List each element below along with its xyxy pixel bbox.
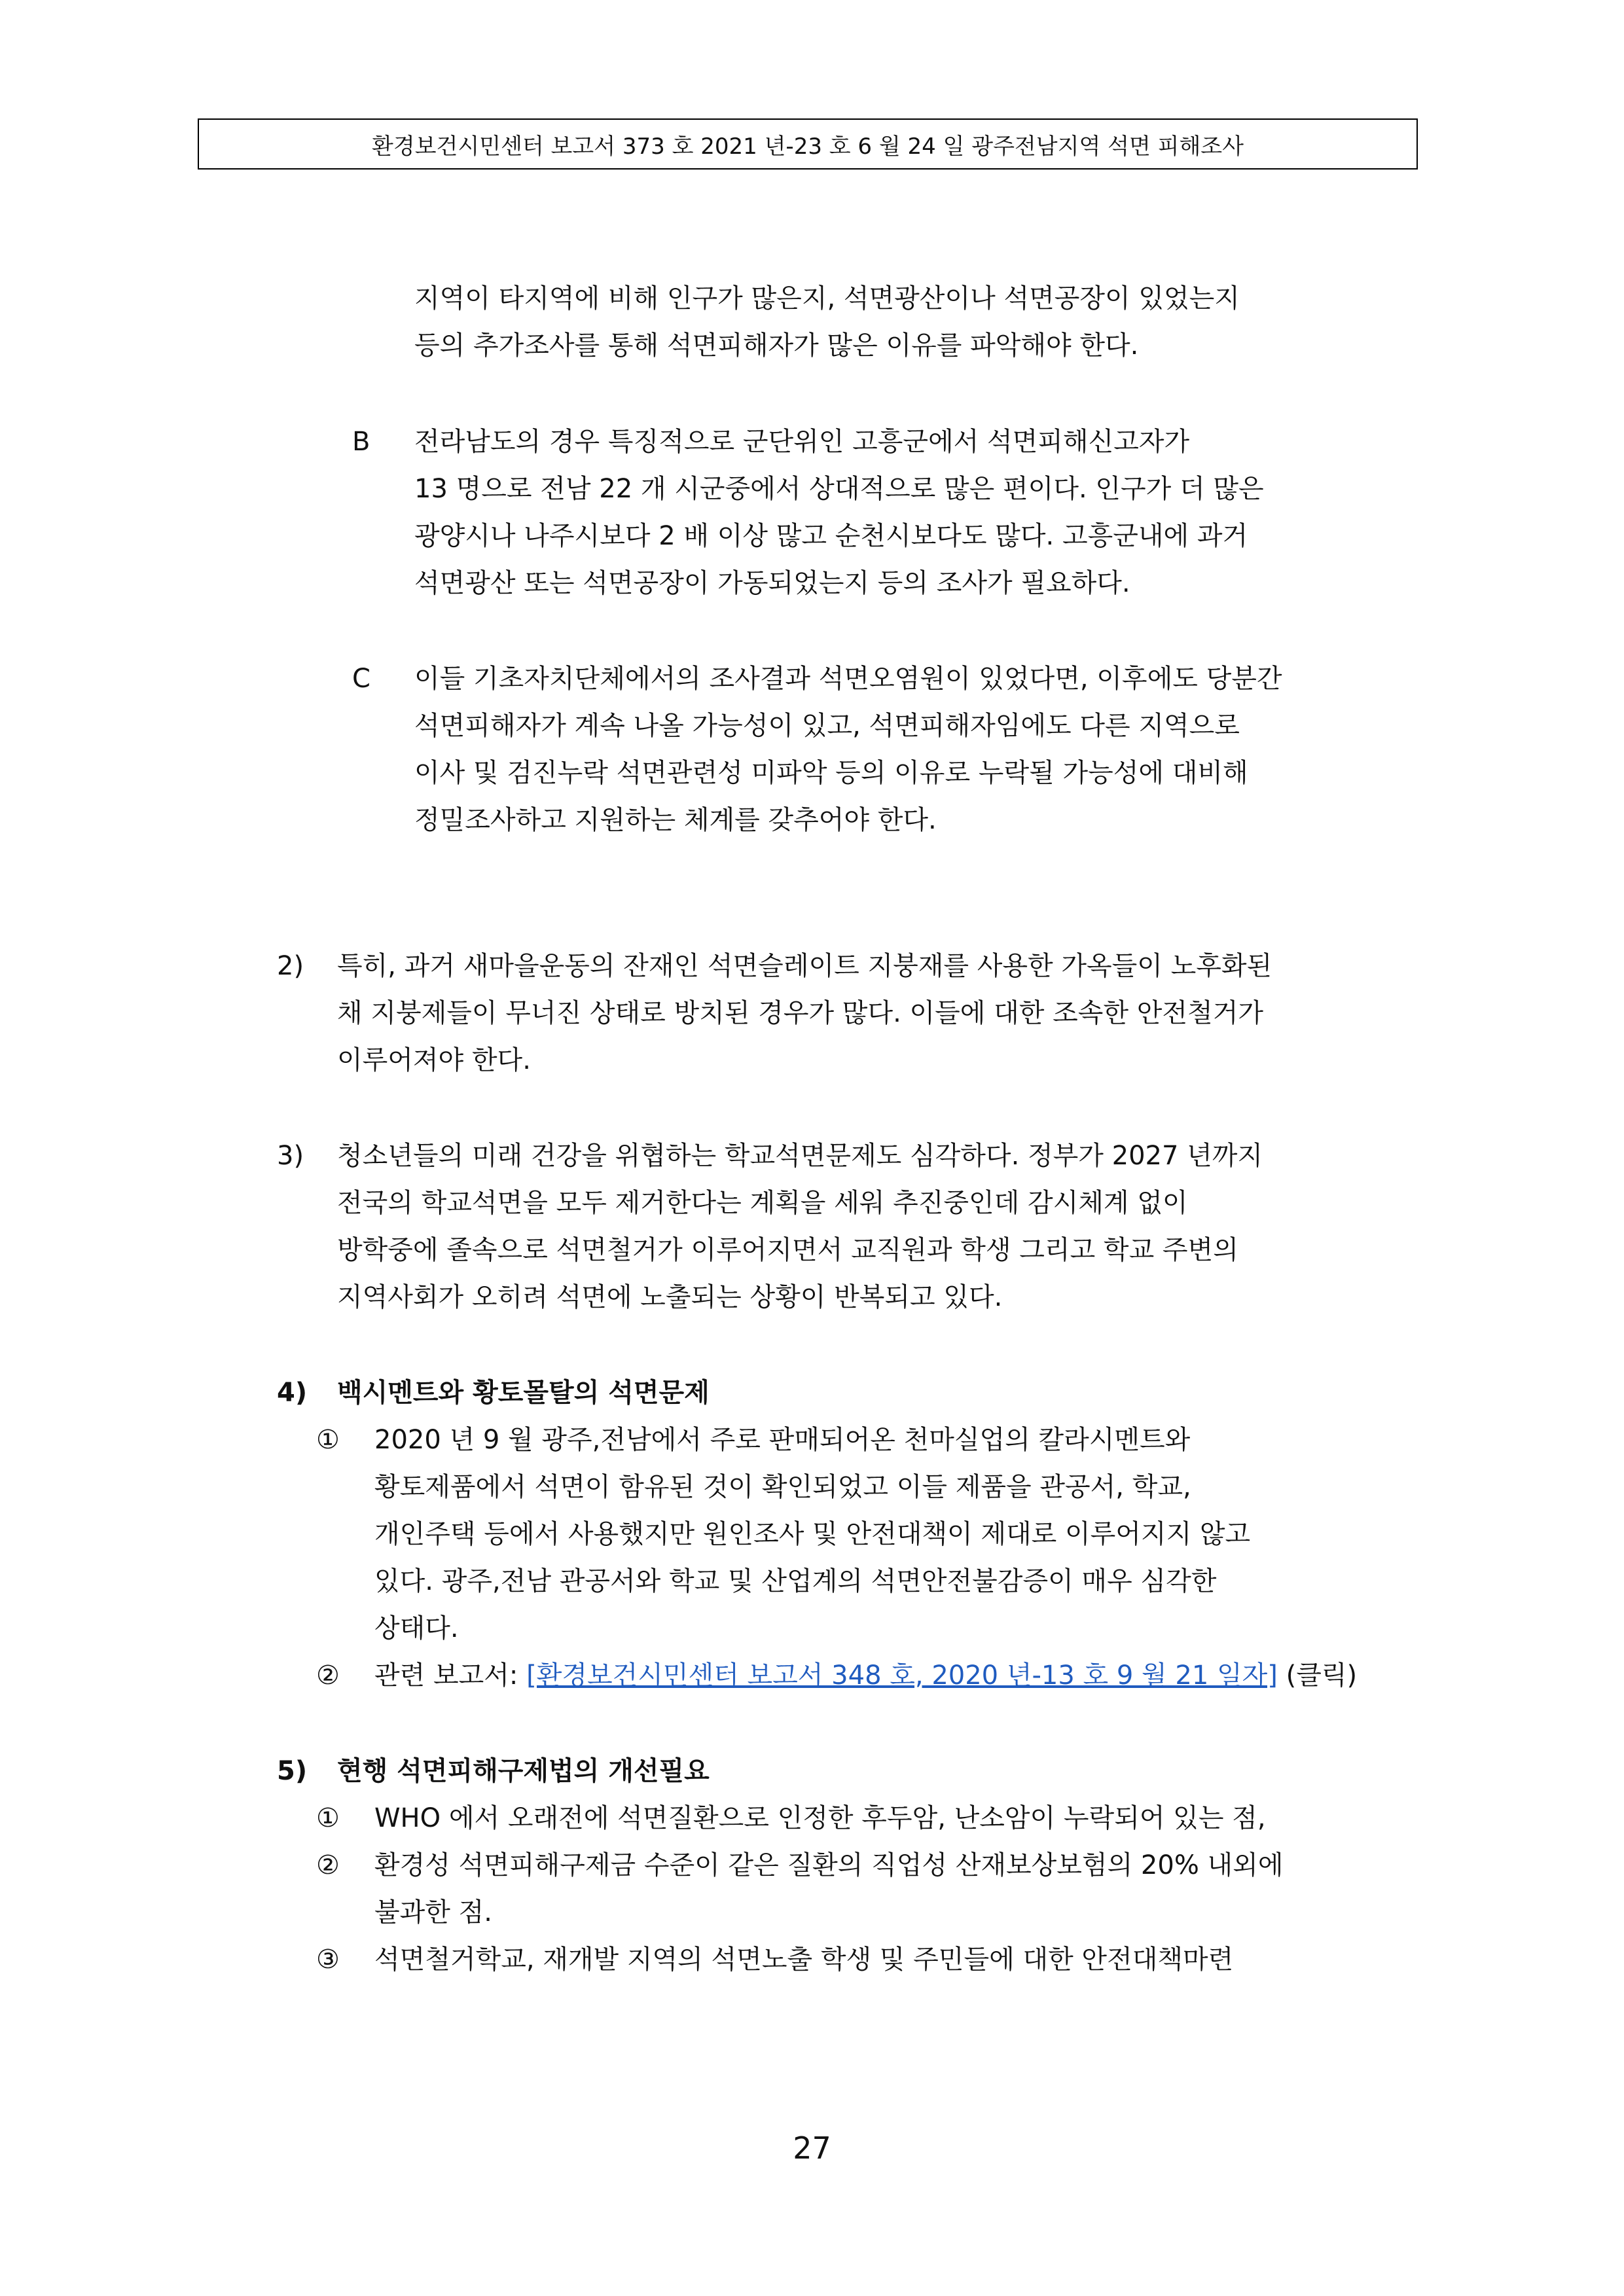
section-4-item-1-line-2: 황토제품에서 석면이 함유된 것이 확인되었고 이들 제품을 관공서, 학교,	[374, 1472, 1191, 1502]
section-3-marker: 3)	[277, 1141, 304, 1171]
section-2-line-3: 이루어져야 한다.	[337, 1045, 531, 1075]
section-3-line-2: 전국의 학교석면을 모두 제거한다는 계획을 세워 추진중인데 감시체계 없이	[337, 1188, 1188, 1218]
item-b-marker: B	[352, 427, 370, 457]
section-5-item-2-line-1: 환경성 석면피해구제금 수준이 같은 질환의 직업성 산재보상보험의 20% 내외에	[374, 1850, 1284, 1880]
section-5-title: 현행 석면피해구제법의 개선필요	[337, 1756, 710, 1786]
item-c-line-3: 이사 및 검진누락 석면관련성 미파악 등의 이유로 누락될 가능성에 대비해	[414, 758, 1248, 788]
item-b-line-3: 광양시나 나주시보다 2 배 이상 많고 순천시보다도 많다. 고흥군내에 과거	[414, 521, 1248, 551]
page-number: 27	[793, 2130, 831, 2166]
item-c-line-4: 정밀조사하고 지원하는 체계를 갖추어야 한다.	[414, 805, 937, 835]
related-report-prefix: 관련 보고서:	[374, 1660, 527, 1691]
section-4-item-1-line-3: 개인주택 등에서 사용했지만 원인조사 및 안전대책이 제대로 이루어지지 않고	[374, 1519, 1251, 1549]
section-4-title: 백시멘트와 황토몰탈의 석면문제	[337, 1378, 710, 1408]
item-c-line-2: 석면피해자가 계속 나올 가능성이 있고, 석면피해자임에도 다른 지역으로	[414, 711, 1240, 741]
section-5-item-2-marker: ②	[316, 1850, 340, 1880]
item-c-line-1: 이들 기초자치단체에서의 조사결과 석면오염원이 있었다면, 이후에도 당분간	[414, 664, 1282, 694]
section-3-line-3: 방학중에 졸속으로 석면철거가 이루어지면서 교직원과 학생 그리고 학교 주변의	[337, 1235, 1238, 1265]
section-4-item-1-line-1: 2020 년 9 월 광주,전남에서 주로 판매되어온 천마실업의 칼라시멘트와	[374, 1425, 1191, 1455]
section-2-marker: 2)	[277, 951, 304, 981]
item-c-marker: C	[352, 664, 370, 694]
section-4-item-1-line-5: 상태다.	[374, 1613, 459, 1643]
section-5-item-1-line-1: WHO 에서 오래전에 석면질환으로 인정한 후두암, 난소암이 누락되어 있는 점,	[374, 1803, 1266, 1833]
related-report-link[interactable]: [환경보건시민센터 보고서 348 호, 2020 년-13 호 9 월 21 일자]	[526, 1660, 1278, 1691]
section-3-line-1: 청소년들의 미래 건강을 위협하는 학교석면문제도 심각하다. 정부가 2027 년까지	[337, 1141, 1263, 1171]
section-5-item-3-line-1: 석면철거학교, 재개발 지역의 석면노출 학생 및 주민들에 대한 안전대책마련	[374, 1945, 1234, 1975]
item-b-line-1: 전라남도의 경우 특징적으로 군단위인 고흥군에서 석면피해신고자가	[414, 427, 1190, 457]
item-b-line-2: 13 명으로 전남 22 개 시군중에서 상대적으로 많은 편이다. 인구가 더 많은	[414, 474, 1264, 504]
section-4-item-2-line	[374, 1662, 1357, 1689]
intro-line-2: 등의 추가조사를 통해 석면피해자가 많은 이유를 파악해야 한다.	[414, 331, 1139, 361]
report-header-title: 환경보건시민센터 보고서 373 호 2021 년-23 호 6 월 24 일 광주전남지역 석면 피해조사	[372, 133, 1244, 160]
section-4-item-1-line-4: 있다. 광주,전남 관공서와 학교 및 산업계의 석면안전불감증이 매우 심각한	[374, 1566, 1217, 1596]
section-5-marker: 5)	[277, 1756, 308, 1786]
related-report-suffix: (클릭)	[1277, 1660, 1358, 1691]
section-5-item-1-marker: ①	[316, 1803, 340, 1833]
section-4-item-2-marker: ②	[316, 1660, 340, 1691]
section-4-item-1-marker: ①	[316, 1425, 340, 1455]
report-header	[198, 118, 1418, 170]
section-5-item-3-marker: ③	[316, 1945, 340, 1975]
item-b-line-4: 석면광산 또는 석면공장이 가동되었는지 등의 조사가 필요하다.	[414, 568, 1130, 598]
section-4-marker: 4)	[277, 1378, 308, 1408]
section-3-line-4: 지역사회가 오히려 석면에 노출되는 상황이 반복되고 있다.	[337, 1282, 1003, 1312]
section-2-line-2: 채 지붕제들이 무너진 상태로 방치된 경우가 많다. 이들에 대한 조속한 안전철거가	[337, 998, 1263, 1028]
section-2-line-1: 특히, 과거 새마을운동의 잔재인 석면슬레이트 지붕재를 사용한 가옥들이 노후화된	[337, 951, 1272, 981]
intro-line-1: 지역이 타지역에 비해 인구가 많은지, 석면광산이나 석면공장이 있었는지	[414, 283, 1240, 314]
section-5-item-2-line-2: 불과한 점.	[374, 1897, 492, 1928]
